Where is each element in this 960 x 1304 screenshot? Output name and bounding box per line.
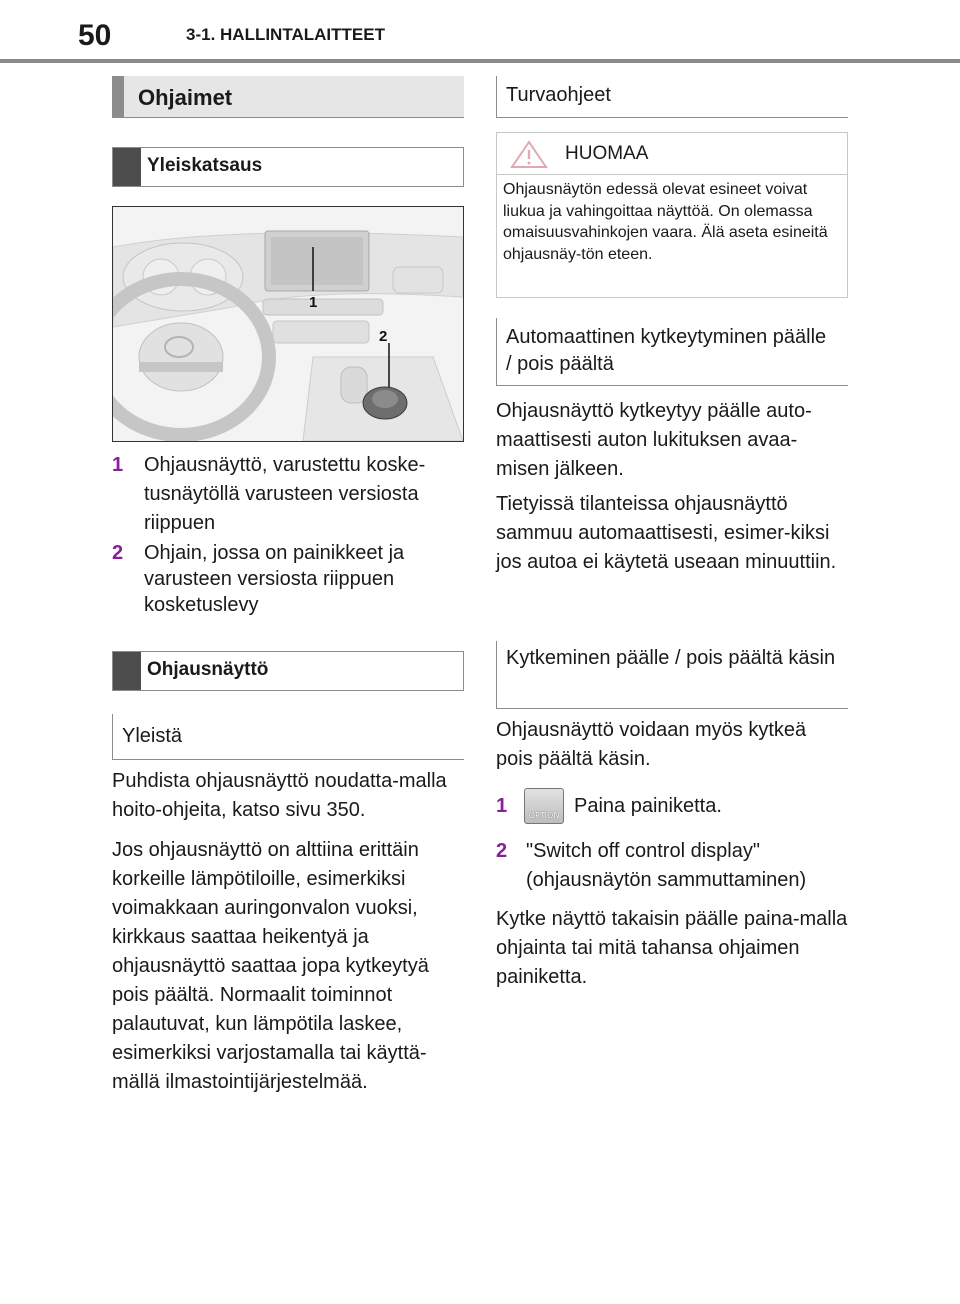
- dashboard-illustration: [112, 206, 464, 442]
- display-heading: [112, 651, 464, 691]
- general-heading-label: Yleistä: [122, 725, 183, 747]
- step-1: [496, 788, 848, 826]
- safety-heading-label: Turvaohjeet: [506, 84, 611, 106]
- list-item-text: Ohjausnäyttö, varustettu koske-tusnäytöllä varusteen versiosta riippuen: [144, 454, 426, 534]
- step-2-number: 2: [496, 840, 508, 862]
- step-1-text: Paina painiketta.: [574, 795, 722, 817]
- step-2-text: "Switch off control display" (ohjausnäytön sammuttaminen): [526, 840, 807, 891]
- chapter-title: 3-1. HALLINTALAITTEET: [186, 25, 385, 44]
- callout-1: 1: [309, 294, 318, 311]
- overview-heading-label: Yleiskatsaus: [147, 155, 263, 176]
- dashboard-drawing: [113, 207, 463, 441]
- display-heading-label: Ohjausnäyttö: [147, 659, 269, 680]
- list-item: [112, 540, 464, 620]
- list-item: [112, 451, 464, 541]
- manual-paragraph: Ohjausnäyttö voidaan myös kytkeä pois päältä käsin.: [496, 719, 807, 770]
- header-rule: [0, 59, 960, 63]
- manual-heading-label: Kytkeminen päälle / pois päältä käsin: [506, 647, 836, 669]
- page-number: 50: [78, 19, 112, 52]
- overview-heading: [112, 147, 464, 187]
- auto-heading-label: Automaattinen kytkeytyminen päälle / pois päältä: [506, 326, 827, 375]
- step-2: [496, 837, 848, 897]
- temperature-paragraph: Jos ohjausnäyttö on alttiina erittäin korkeille lämpötiloille, esimerkiksi voimakkaan auringonvalon vuoksi, kirkkaus saattaa heikentyä ja ohjausnäyttö saattaa jopa kytkeytyä pois päältä. Normaalit toiminnot palautuvat, kun lämpötila laskee, esimerkiksi varjostamalla tai käyttä-mällä ilmastointijärjestelmää.: [112, 839, 429, 1093]
- notice-title: HUOMAA: [565, 143, 649, 164]
- auto-paragraph-1: Ohjausnäyttö kytkeytyy päälle auto-maattisesti auton lukituksen avaa-misen jälkeen.: [496, 400, 812, 480]
- section-heading: [112, 76, 464, 118]
- warning-icon: [509, 139, 549, 169]
- general-heading: [112, 714, 464, 760]
- option-button-label: OPTION: [528, 811, 560, 820]
- final-paragraph: Kytke näyttö takaisin päälle paina-malla ohjainta tai mitä tahansa ohjaimen painiketta.: [496, 908, 848, 988]
- option-button-icon: [524, 788, 564, 824]
- auto-paragraph-2: Tietyissä tilanteissa ohjausnäyttö sammuu automaattisesti, esimer-kiksi jos autoa ei käytetä useaan minuuttiin.: [496, 493, 837, 573]
- cleaning-paragraph: Puhdista ohjausnäyttö noudatta-malla hoito-ohjeita, katso sivu 350.: [112, 770, 447, 821]
- notice-text: Ohjausnäytön edessä olevat esineet voivat liukua ja vahingoittaa näyttöä. On olemassa omaisuusvahinkojen vaara. Älä aseta esineitä ohjausnäy-tön eteen.: [503, 181, 828, 263]
- safety-heading: [496, 76, 848, 118]
- notice-box: [496, 132, 848, 298]
- manual-heading: [496, 641, 848, 709]
- list-item-text: Ohjain, jossa on painikkeet ja varusteen versiosta riippuen kosketuslevy: [144, 542, 405, 616]
- auto-heading: [496, 318, 848, 386]
- list-item-number: 2: [112, 542, 124, 564]
- section-heading-label: Ohjaimet: [138, 85, 233, 110]
- callout-2: 2: [379, 328, 388, 345]
- list-item-number: 1: [112, 454, 124, 476]
- step-1-number: 1: [496, 795, 508, 817]
